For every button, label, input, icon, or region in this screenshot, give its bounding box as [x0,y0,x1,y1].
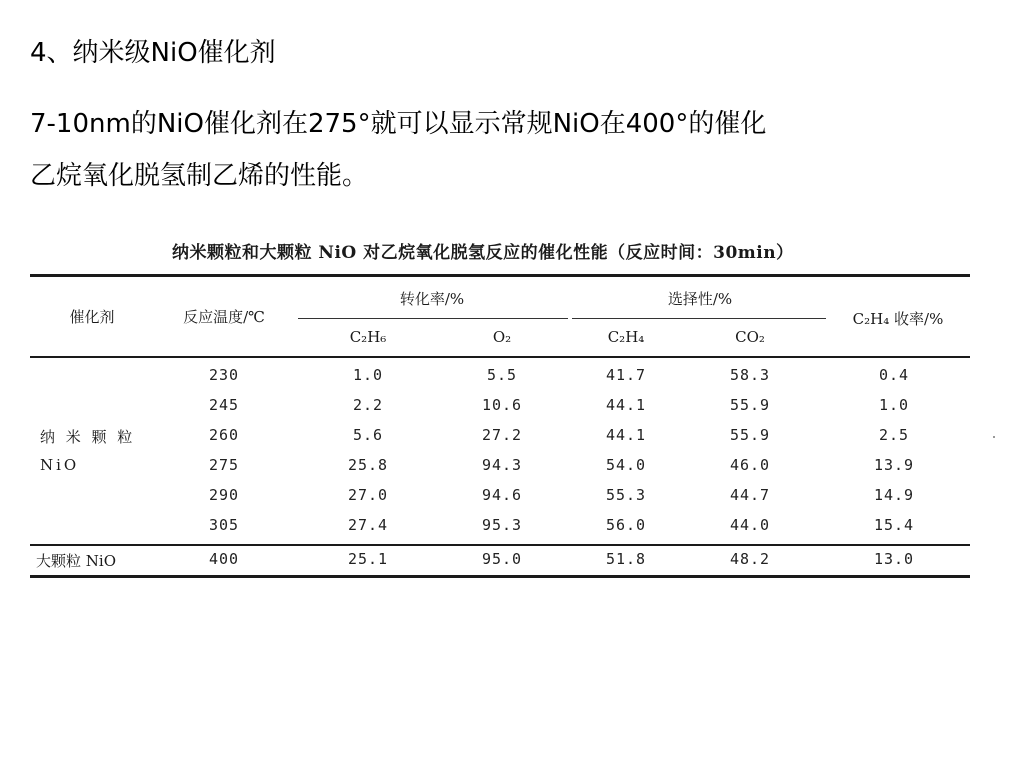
table-cell: 25.8 [347,456,389,474]
table-cell: 56.0 [605,516,647,534]
selectivity-subrule [572,318,826,319]
catalyst-performance-table [0,226,1024,586]
table-cell: 46.0 [729,456,771,474]
table-cell: 5.6 [352,426,384,444]
table-cell: 15.4 [873,516,915,534]
scan-speck [993,436,995,438]
table-cell: 10.6 [481,396,523,414]
table-cell: 25.1 [347,550,389,568]
header-yield: C₂H₄ 收率/% [852,310,944,328]
table-cell: 55.9 [729,396,771,414]
table-cell: 95.3 [481,516,523,534]
table-cell: 27.2 [481,426,523,444]
table-cell: 48.2 [729,550,771,568]
group-divider-rule [30,544,970,546]
slide-heading: 4、纳米级NiO催化剂 [30,38,276,68]
header-c2h4: C₂H₄ [607,328,645,346]
table-cell: 55.3 [605,486,647,504]
table-cell: 44.0 [729,516,771,534]
header-temperature: 反应温度/℃ [183,308,265,326]
table-cell: 2.5 [878,426,910,444]
header-selectivity: 选择性/% [667,290,733,308]
body-line-1: 7-10nm的NiO催化剂在275°就可以显示常规NiO在400°的催化 [30,109,767,139]
slide-body-text [30,98,990,202]
table-cell: 5.5 [486,366,518,384]
header-co2: CO₂ [735,328,765,346]
table-cell: 95.0 [481,550,523,568]
conversion-subrule [298,318,568,319]
table-cell: 230 [208,366,240,384]
table-cell: 290 [208,486,240,504]
table-cell: 13.0 [873,550,915,568]
table-cell: 2.2 [352,396,384,414]
table-bottom-rule [30,575,970,578]
header-c2h6: C₂H₆ [349,328,387,346]
header-catalyst: 催化剂 [69,308,115,326]
table-cell: 1.0 [352,366,384,384]
header-conversion: 转化率/% [399,290,465,308]
table-cell: 51.8 [605,550,647,568]
table-top-rule [30,274,970,277]
table-cell: 55.9 [729,426,771,444]
table-cell: 44.1 [605,396,647,414]
table-cell: 44.1 [605,426,647,444]
table-cell: 44.7 [729,486,771,504]
table-cell: 41.7 [605,366,647,384]
group-label-nano-line1: 纳 米 颗 粒 [40,428,136,446]
table-cell: 94.6 [481,486,523,504]
table-cell: 1.0 [878,396,910,414]
table-cell: 54.0 [605,456,647,474]
body-line-2: 乙烷氧化脱氢制乙烯的性能。 [30,161,369,191]
table-cell: 400 [208,550,240,568]
table-cell: 245 [208,396,240,414]
table-cell: 14.9 [873,486,915,504]
group-label-nano-line2: NiO [40,456,80,474]
table-cell: 27.4 [347,516,389,534]
header-bottom-rule [30,356,970,358]
table-cell: 94.3 [481,456,523,474]
header-o2: O₂ [492,328,512,346]
table-cell: 27.0 [347,486,389,504]
group-label-large: 大颗粒 NiO [36,552,116,570]
table-cell: 58.3 [729,366,771,384]
table-cell: 275 [208,456,240,474]
table-cell: 260 [208,426,240,444]
table-cell: 0.4 [878,366,910,384]
table-cell: 13.9 [873,456,915,474]
table-cell: 305 [208,516,240,534]
table-caption: 纳米颗粒和大颗粒 NiO 对乙烷氧化脱氢反应的催化性能（反应时间：30min） [172,243,794,263]
